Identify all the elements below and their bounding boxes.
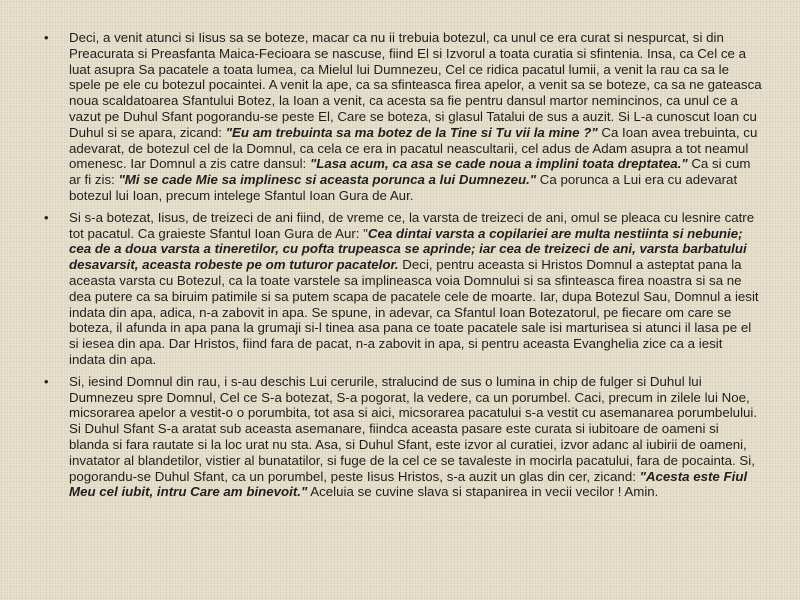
quote-text: Cea dintai varsta a copilariei are multa nestiinta si nebunie; cea de a doua varsta a tineretilor, cu pofta trupeasca se aprinde; iar cea de treizeci de ani, varsta barbatului desavarsit, aceasta robeste pe om tuturor pacatelor. <box>69 225 747 273</box>
bullet-dot-icon: • <box>44 30 49 45</box>
bullet-dot-icon: • <box>44 373 49 389</box>
bullet-dot-icon: • <box>44 209 49 225</box>
bullet-item-2 <box>44 210 762 368</box>
paragraph-text: Si s-a botezat, Iisus, de treizeci de ani fiind, de vreme ce, la varsta de treizeci de ani, omul se pleaca cu lesnire catre tot pacatul. Ca graieste Sfantul Ioan Gura de Aur: " <box>69 209 755 241</box>
quote-text: "Mi se cade Mie sa implinesc si aceasta porunca a lui Dumnezeu." <box>118 172 537 188</box>
quote-text: "Eu am trebuinta sa ma botez de la Tine si Tu vii la mine ?" <box>225 124 598 140</box>
quote-text: "Acesta este Fiul Meu cel iubit, intru Care am binevoit." <box>69 468 748 500</box>
bullet-item-1 <box>44 30 762 204</box>
quote-text: "Lasa acum, ca asa se cade noua a implini toata dreptatea." <box>309 156 688 172</box>
paragraph-text: Ca Ioan avea trebuinta, cu adevarat, de botezul cel de la Domnul, ca cela ce era in pacatul neascultarii, cel adus de Adam asupra a tot neamul omenesc. Iar Domnul a zis catre dansul: <box>69 124 758 172</box>
paragraph-text: Si, iesind Domnul din rau, i s-au deschis Lui cerurile, stralucind de sus o lumina in chip de fulger si Duhul lui Dumnezeu spre Domnul, Cel ce S-a botezat, S-a pogorat, la vedere, ca un porumbel. Caci, precum in zilele lui Noe, micsorarea apelor a vestit-o o porumbita, tot asa si aici, micsorarea pacatului s-a vestit cu asemanarea porumbelului. Si Duhul Sfant S-a aratat sub aceasta asemanare, fiindca aceasta pasare este curata si iubitoare de oameni si blanda si fara rautate si la loc urat nu sta. Asa, si Duhul Sfant, este izvor al curatiei, izvor adanc al iubirii de oameni, invatator al blandetilor, vistier al bunatatilor, si fuge de la cel ce se tavaleste in mocirla pacatului, fara de pocainta. Si, pogorandu-se Duhul Sfant, ca un porumbel, peste Iisus Hristos, s-a auzit un glas din cer, zicand: <box>69 373 758 484</box>
paragraph-text: Deci, a venit atunci si Iisus sa se boteze, macar ca nu ii trebuia botezul, ca unul ce era curat si nespurcat, si din Preacurata si Preasfanta Maica-Fecioara se nascuse, fiind El si Izvorul a toata curatia si sfintenia. Insa, ca Cel ce a luat asupra Sa pacatele a toata lumea, ca Mielul lui Dumnezeu, Cel ce ridica pacatul lumii, a venit la rau ca sa le spele pe ele cu botezul pocaintei. A venit la ape, ca sa sfinteasca firea apelor, a venit sa se boteze, ca sa ne gateasca noua scaldatoarea Sfantului Botez, la Ioan a venit, ca acesta sa fie pentru dansul martor nemincinos, ca unul ce a vazut pe Duhul Sfant pogorandu-se peste El, Care se boteza, si glasul Tatalui de sus a auzit. Si L-a cunoscut Ioan cu Duhul si se apara, zicand: <box>69 30 762 140</box>
paragraph-text: Ca si cum ar fi zis: <box>69 156 751 188</box>
paragraph-text: Ca porunca a Lui era cu adevarat botezul lui Ioan, precum intelege Sfantul Ioan Gura de Aur. <box>69 172 738 203</box>
paragraph-text: Deci, pentru aceasta si Hristos Domnul a asteptat pana la aceasta varsta cu Botezul, ca la toate varstele sa implineasca voia Domnului si sa sfinteasca firea noastra si sa ne dea putere ca sa biruim patimile si sa putem scapa de pacatele cele de moarte. Iar, dupa Botezul Sau, Domnul a iesit indata din apa, adica, n-a zabovit in apa. Se spune, in adevar, ca Sfantul Ioan Botezatorul, pe fiecare om care se boteza, il afunda in apa pana la grumaji si-l tinea asa pana ce toate pacatele sale isi marturisea si atunci il lasa pe el si iesea din apa. Dar Hristos, fiind fara de pacat, n-a zabovit in apa, si pentru aceasta Evanghelia zice ca a iesit indata din apa. <box>69 257 759 367</box>
bullet-list <box>44 30 762 500</box>
bullet-item-3 <box>44 374 762 500</box>
paragraph-text: Aceluia se cuvine slava si stapanirea in vecii vecilor ! Amin. <box>307 484 659 500</box>
